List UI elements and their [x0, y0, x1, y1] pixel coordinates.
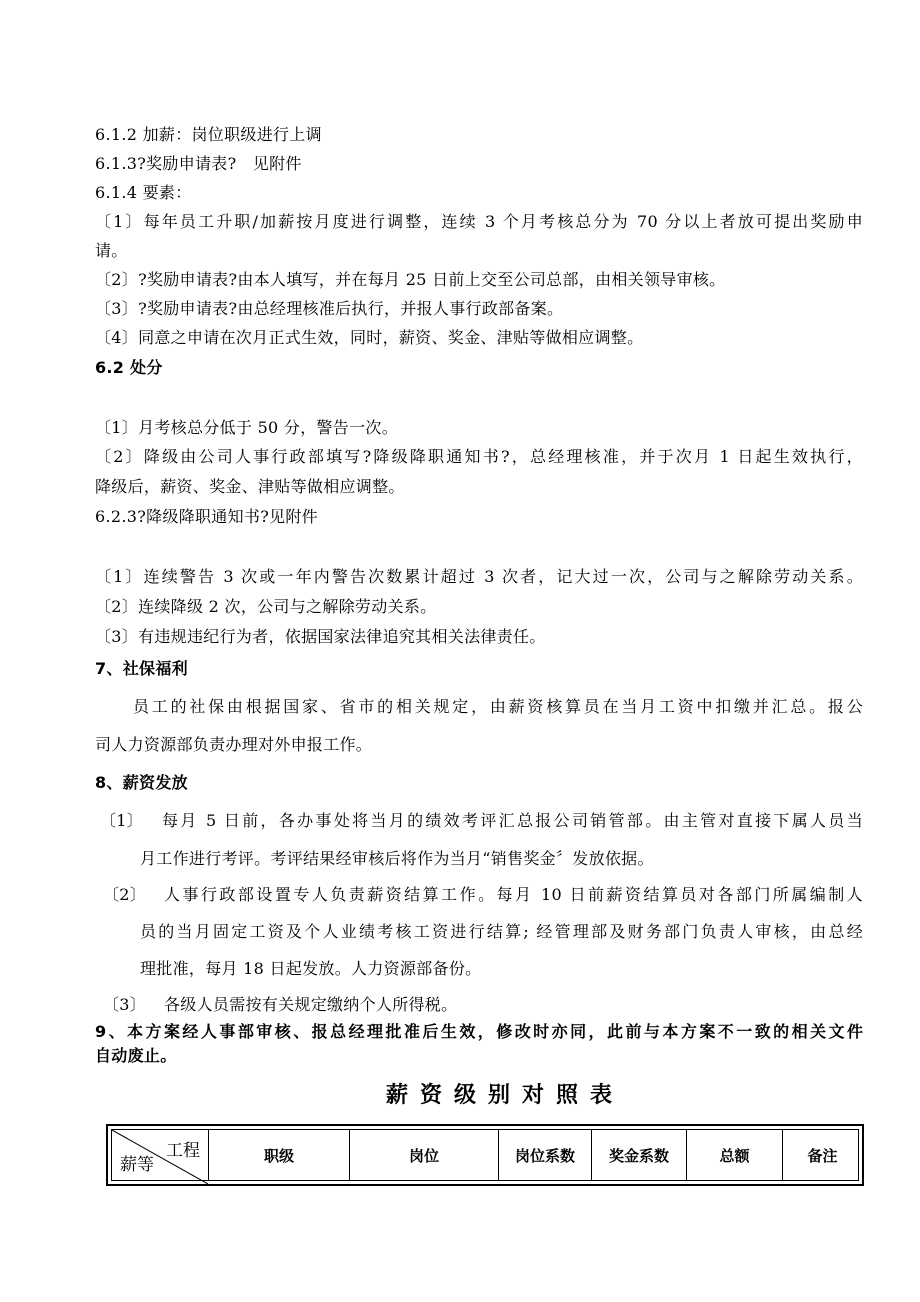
text-line: 员的当月固定工资及个人业绩考核工资进行结算; 经管理部及财务部门负责人审核，由总经 — [140, 922, 863, 941]
text-line: 〔1〕连续警告 3 次或一年内警告次数累计超过 3 次者，记大过一次，公司与之解除劳动关系。 — [95, 567, 863, 586]
text-line: 降级后，薪资、奖金、津贴等做相应调整。 — [95, 477, 405, 496]
text-line: 月工作进行考评。考评结果经审核后将作为当月“销售奖金〞发放依据。 — [140, 849, 654, 868]
header-cell: 总额 — [719, 1146, 750, 1165]
header-cell: 职级 — [263, 1146, 294, 1165]
header-cell: 奖金系数 — [608, 1146, 669, 1165]
text-line: 司人力资源部负责办理对外申报工作。 — [95, 735, 373, 754]
list-marker: 〔2〕 — [103, 885, 147, 904]
table-corner-cell — [112, 1130, 208, 1180]
text-line: 〔2〕连续降级 2 次，公司与之解除劳动关系。 — [95, 597, 437, 616]
header-cell: 备注 — [807, 1146, 838, 1165]
text-line: 6.1.4 要素： — [95, 183, 192, 202]
table-title: 薪资级别对照表 — [385, 1083, 624, 1108]
text-line: 请。 — [95, 241, 128, 260]
list-marker: 〔3〕 — [103, 995, 147, 1014]
corner-label-bottom: 薪等 — [120, 1155, 154, 1175]
text-line: 〔1〕月考核总分低于 50 分，警告一次。 — [95, 418, 399, 437]
header-cell: 岗位系数 — [514, 1146, 575, 1165]
text-line: 6.1.2 加薪：岗位职级进行上调 — [95, 125, 322, 144]
text-line: 各级人员需按有关规定缴纳个人所得税。 — [164, 995, 458, 1014]
text-line: 员工的社保由根据国家、省市的相关规定，由薪资核算员在当月工资中扣缴并汇总。报公 — [133, 697, 863, 716]
section-heading: 9、本方案经人事部审核、报总经理批准后生效，修改时亦同，此前与本方案不一致的相关文件 — [95, 1022, 863, 1041]
text-line: 人事行政部设置专人负责薪资结算工作。每月 10 日前薪资结算员对各部门所属编制人 — [164, 885, 863, 904]
section-heading: 6.2 处分 — [95, 358, 163, 377]
text-line: 〔3〕有违规违纪行为者，依据国家法律追究其相关法律责任。 — [95, 627, 546, 646]
text-line: 〔2〕?奖励申请表?由本人填写，并在每月 25 日前上交至公司总部，由相关领导审核。 — [95, 270, 726, 289]
corner-label-top: 工程 — [166, 1141, 200, 1161]
text-line: 理批准，每月 18 日起发放。人力资源部备份。 — [140, 959, 482, 978]
section-heading: 7、社保福利 — [95, 659, 188, 678]
text-line: 〔1〕每年员工升职/加薪按月度进行调整，连续 3 个月考核总分为 70 分以上者放可提出奖励申 — [95, 212, 863, 231]
text-line: 6.1.3?奖励申请表? 见附件 — [95, 154, 302, 173]
list-marker: 〔1〕 — [100, 811, 144, 830]
text-line: 每月 5 日前，各办事处将当月的绩效考评汇总报公司销管部。由主管对直接下属人员当 — [162, 811, 863, 830]
text-line: 6.2.3?降级降职通知书?见附件 — [95, 507, 318, 526]
table-header-row — [111, 1129, 859, 1181]
text-line: 〔2〕降级由公司人事行政部填写?降级降职通知书?，总经理核准，并于次月 1 日起生效执行， — [95, 447, 863, 466]
text-line: 〔3〕?奖励申请表?由总经理核准后执行，并报人事行政部备案。 — [95, 299, 564, 318]
header-cell: 岗位 — [408, 1146, 439, 1165]
salary-table — [106, 1124, 864, 1186]
text-line: 〔4〕同意之申请在次月正式生效，同时，薪资、奖金、津贴等做相应调整。 — [95, 328, 644, 347]
section-heading: 8、薪资发放 — [95, 773, 188, 792]
section-heading: 自动废止。 — [95, 1046, 177, 1065]
